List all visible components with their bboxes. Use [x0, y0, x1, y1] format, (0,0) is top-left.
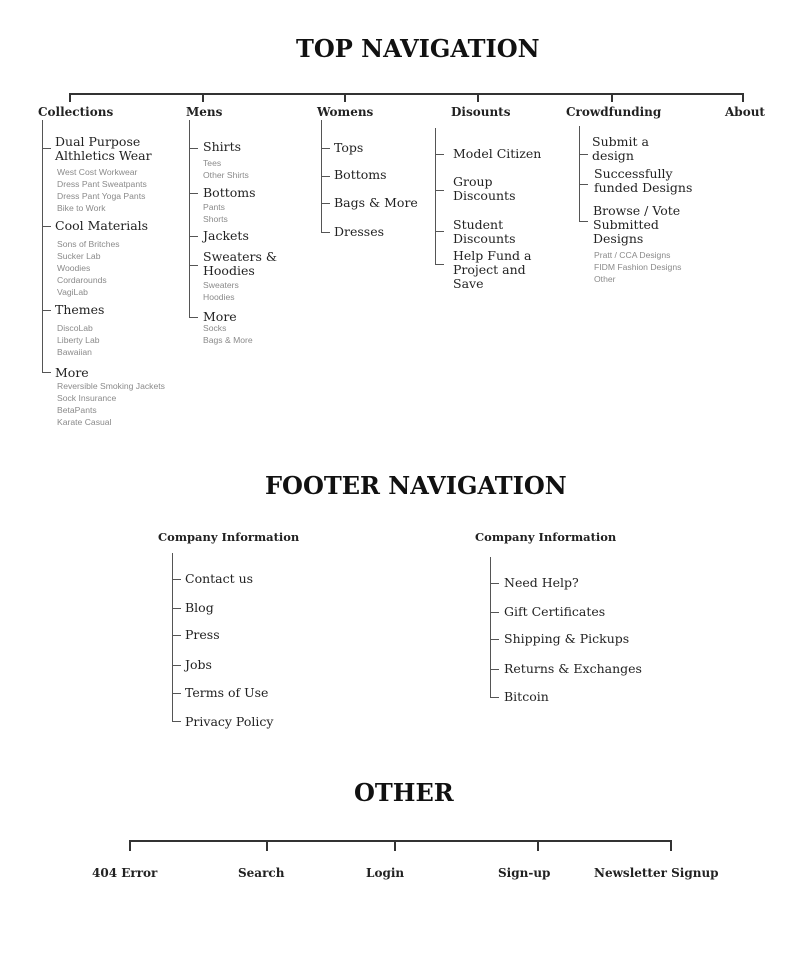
- tree-tick: [435, 190, 444, 191]
- nav-subitem[interactable]: Reversible Smoking Jackets: [57, 381, 165, 391]
- nav-subitem[interactable]: VagiLab: [57, 287, 88, 297]
- tree-tick: [172, 608, 181, 609]
- tree-tick: [189, 236, 198, 237]
- top-nav-drop: [202, 93, 204, 102]
- tree-tick: [172, 579, 181, 580]
- nav-category-mens[interactable]: Mens: [186, 105, 223, 119]
- tree-tick: [172, 721, 181, 722]
- footer-group-label: Company Information: [158, 530, 300, 544]
- nav-subitem[interactable]: Bags & More: [203, 335, 253, 345]
- footer-link-gift-certificates[interactable]: Gift Certificates: [504, 604, 606, 619]
- footer-link-bitcoin[interactable]: Bitcoin: [504, 689, 549, 704]
- nav-subitem[interactable]: Cordarounds: [57, 275, 107, 285]
- tree-line: [490, 557, 491, 697]
- footer-link-blog[interactable]: Blog: [185, 600, 214, 615]
- footer-group-label: Company Information: [475, 530, 617, 544]
- nav-subitem[interactable]: Sweaters: [203, 280, 239, 290]
- tree-tick: [321, 148, 330, 149]
- other-sign-up[interactable]: Sign-up: [498, 866, 551, 880]
- nav-item[interactable]: Tops: [334, 140, 364, 155]
- nav-item[interactable]: Student Discounts: [453, 217, 516, 246]
- nav-item[interactable]: Group Discounts: [453, 174, 516, 203]
- nav-category-womens[interactable]: Womens: [317, 105, 374, 119]
- nav-item[interactable]: Cool Materials: [55, 218, 149, 233]
- top-nav-bar: [69, 93, 744, 95]
- tree-tick: [321, 176, 330, 177]
- other-drop: [537, 840, 539, 851]
- tree-line: [42, 120, 43, 372]
- nav-item[interactable]: Dual Purpose Althletics Wear: [55, 134, 152, 163]
- nav-category-collections[interactable]: Collections: [38, 105, 114, 119]
- nav-subitem[interactable]: Hoodies: [203, 292, 235, 302]
- other-404-error[interactable]: 404 Error: [92, 866, 158, 880]
- tree-tick: [579, 184, 588, 185]
- tree-tick: [435, 264, 444, 265]
- nav-item[interactable]: Model Citizen: [453, 146, 542, 161]
- nav-item[interactable]: Dresses: [334, 224, 385, 239]
- other-title: OTHER: [354, 778, 454, 807]
- tree-tick: [490, 639, 499, 640]
- tree-tick: [42, 226, 51, 227]
- nav-subitem[interactable]: Karate Casual: [57, 417, 112, 427]
- nav-subitem[interactable]: Dress Pant Yoga Pants: [57, 191, 146, 201]
- tree-line: [579, 126, 580, 221]
- nav-subitem[interactable]: Bike to Work: [57, 203, 106, 213]
- nav-subitem[interactable]: Sons of Britches: [57, 239, 120, 249]
- nav-item[interactable]: Shirts: [203, 139, 242, 154]
- tree-tick: [579, 154, 588, 155]
- nav-item[interactable]: Jackets: [203, 228, 249, 243]
- nav-subitem[interactable]: Liberty Lab: [57, 335, 100, 345]
- footer-link-shipping[interactable]: Shipping & Pickups: [504, 631, 630, 646]
- nav-item[interactable]: Browse / Vote Submitted Designs: [593, 203, 681, 246]
- nav-subitem[interactable]: Other: [594, 274, 616, 284]
- footer-link-terms[interactable]: Terms of Use: [185, 685, 269, 700]
- footer-link-returns[interactable]: Returns & Exchanges: [504, 661, 642, 676]
- other-drop: [394, 840, 396, 851]
- nav-item[interactable]: Help Fund a Project and Save: [453, 248, 532, 291]
- nav-subitem[interactable]: West Cost Workwear: [57, 167, 138, 177]
- nav-subitem[interactable]: Dress Pant Sweatpants: [57, 179, 147, 189]
- nav-item[interactable]: Bottoms: [203, 185, 256, 200]
- nav-item[interactable]: Bottoms: [334, 167, 387, 182]
- tree-tick: [490, 612, 499, 613]
- tree-line: [189, 120, 190, 317]
- nav-subitem[interactable]: Sock Insurance: [57, 393, 117, 403]
- tree-tick: [189, 193, 198, 194]
- top-nav-drop: [742, 93, 744, 102]
- nav-subitem[interactable]: Socks: [203, 323, 227, 333]
- nav-subitem[interactable]: Tees: [203, 158, 222, 168]
- nav-item[interactable]: More: [203, 309, 237, 324]
- footer-link-contact[interactable]: Contact us: [185, 571, 254, 586]
- tree-tick: [42, 148, 51, 149]
- nav-subitem[interactable]: BetaPants: [57, 405, 97, 415]
- other-login[interactable]: Login: [366, 866, 405, 880]
- nav-item[interactable]: Bags & More: [334, 195, 418, 210]
- nav-subitem[interactable]: Pratt / CCA Designs: [594, 250, 671, 260]
- footer-link-need-help[interactable]: Need Help?: [504, 575, 579, 590]
- other-search[interactable]: Search: [238, 866, 285, 880]
- nav-item[interactable]: More: [55, 365, 89, 380]
- nav-subitem[interactable]: Woodies: [57, 263, 91, 273]
- tree-line: [435, 128, 436, 264]
- other-drop: [266, 840, 268, 851]
- nav-item[interactable]: Successfully funded Designs: [594, 166, 693, 195]
- top-nav-drop: [611, 93, 613, 102]
- nav-subitem[interactable]: Shorts: [203, 214, 228, 224]
- nav-subitem[interactable]: Pants: [203, 202, 225, 212]
- tree-tick: [490, 697, 499, 698]
- tree-tick: [42, 372, 51, 373]
- tree-tick: [189, 317, 198, 318]
- nav-item[interactable]: Sweaters & Hoodies: [203, 249, 278, 278]
- nav-category-about[interactable]: About: [725, 105, 765, 119]
- footer-link-press[interactable]: Press: [185, 627, 220, 642]
- other-newsletter-signup[interactable]: Newsletter Signup: [594, 866, 719, 880]
- tree-tick: [490, 669, 499, 670]
- tree-tick: [172, 635, 181, 636]
- tree-tick: [321, 232, 330, 233]
- tree-tick: [172, 693, 181, 694]
- nav-category-crowdfunding[interactable]: Crowdfunding: [566, 105, 662, 119]
- tree-tick: [435, 154, 444, 155]
- tree-tick: [189, 148, 198, 149]
- other-bar: [129, 840, 672, 842]
- footer-navigation-title: FOOTER NAVIGATION: [265, 471, 567, 500]
- tree-tick: [435, 231, 444, 232]
- top-nav-drop: [477, 93, 479, 102]
- nav-subitem[interactable]: DiscoLab: [57, 323, 93, 333]
- top-nav-drop: [69, 93, 71, 102]
- other-drop: [129, 840, 131, 851]
- nav-category-discounts[interactable]: Disounts: [451, 105, 511, 119]
- footer-link-privacy[interactable]: Privacy Policy: [185, 714, 274, 729]
- nav-item[interactable]: Submit a design: [592, 134, 649, 163]
- tree-tick: [172, 665, 181, 666]
- nav-item[interactable]: Themes: [55, 302, 105, 317]
- top-navigation-title: TOP NAVIGATION: [296, 34, 540, 63]
- nav-subitem[interactable]: Sucker Lab: [57, 251, 101, 261]
- nav-subitem[interactable]: Bawaiian: [57, 347, 92, 357]
- tree-tick: [490, 583, 499, 584]
- tree-tick: [42, 310, 51, 311]
- tree-tick: [189, 265, 198, 266]
- tree-tick: [321, 203, 330, 204]
- other-drop: [670, 840, 672, 851]
- tree-tick: [579, 221, 588, 222]
- nav-subitem[interactable]: Other Shirts: [203, 170, 249, 180]
- footer-link-jobs[interactable]: Jobs: [185, 657, 212, 672]
- top-nav-drop: [344, 93, 346, 102]
- nav-subitem[interactable]: FIDM Fashion Designs: [594, 262, 682, 272]
